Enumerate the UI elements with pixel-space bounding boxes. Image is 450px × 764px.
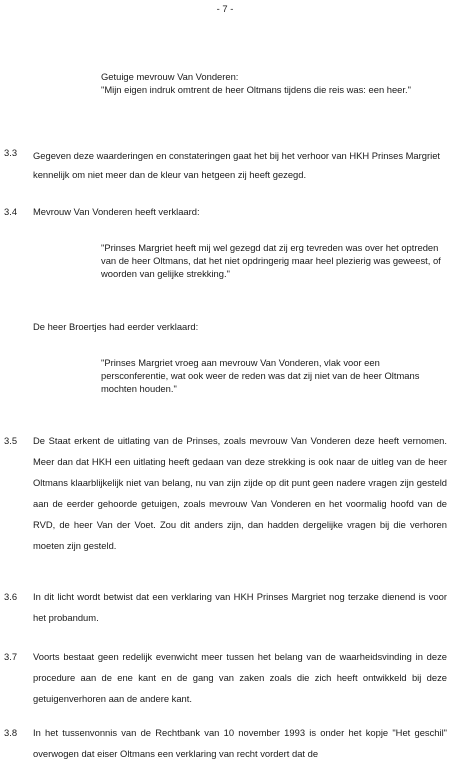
section-text-3-6: In dit licht wordt betwist dat een verklaring van HKH Prinses Margriet nog terzake dienend is voor het probandum. (33, 591, 447, 623)
section-number-3-4: 3.4 (4, 206, 18, 217)
section-text-3-4: Mevrouw Van Vonderen heeft verklaard: (33, 206, 200, 217)
section-number-3-6: 3.6 (4, 591, 18, 602)
page-number: - 7 - (216, 3, 234, 14)
section-text-3-7: Voorts bestaat geen redelijk evenwicht meer tussen het belang van de waarheidsvinding in deze procedure aan de ene kant en de gang van zaken zoals die zich heeft ontwikkeld bij deze getuigenverhoren aan de andere kant. (33, 651, 447, 704)
witness-block (101, 70, 443, 96)
section-number-3-5: 3.5 (4, 435, 18, 446)
witness-quote: "Mijn eigen indruk omtrent de heer Oltmans tijdens die reis was: een heer." (101, 84, 411, 95)
followup-broertjes: De heer Broertjes had eerder verklaard: (33, 321, 199, 332)
section-number-3-8: 3.8 (4, 727, 18, 738)
section-number-3-7: 3.7 (4, 651, 18, 662)
quote-van-vonderen: "Prinses Margriet heeft mij wel gezegd dat zij erg tevreden was over het optreden van de heer Oltmans, dat het niet opdringerig maar heel plezierig was geweest, of woorden van gelijke strekking." (101, 242, 441, 279)
section-number-3-3: 3.3 (4, 147, 18, 158)
quote-broertjes: "Prinses Margriet vroeg aan mevrouw Van Vonderen, vlak voor een persconferentie, wat ook weer de reden was dat zij niet van de heer Oltmans mochten houden." (101, 357, 420, 394)
section-text-3-5: De Staat erkent de uitlating van de Prinses, zoals mevrouw Van Vonderen deze heeft vernomen. Meer dan dat HKH een uitlating heeft gedaan van deze strekking is ook naar de uitleg van de heer Oltmans klaarblijkelijk niet van belang, nu van zijn zijde op dit punt geen nadere vragen zijn gesteld aan de eerder gehoorde getuigen, zoals mevrouw Van Vonderen en het voormalig hoofd van de RVD, de heer Van der Voet. Zou dit anders zijn, dan hadden dergelijke vragen bij die verhoren moeten zijn gesteld. (33, 435, 447, 551)
witness-heading: Getuige mevrouw Van Vonderen: (101, 71, 239, 82)
section-text-3-3: Gegeven deze waarderingen en constateringen gaat het bij het verhoor van HKH Prinses Margriet kennelijk om niet meer dan de kleur van hetgeen zij heeft gezegd. (33, 150, 441, 180)
section-text-3-8: In het tussenvonnis van de Rechtbank van 10 november 1993 is onder het kopje "Het geschil" overwogen dat eiser Oltmans een verklaring van recht vordert dat de (33, 727, 447, 759)
